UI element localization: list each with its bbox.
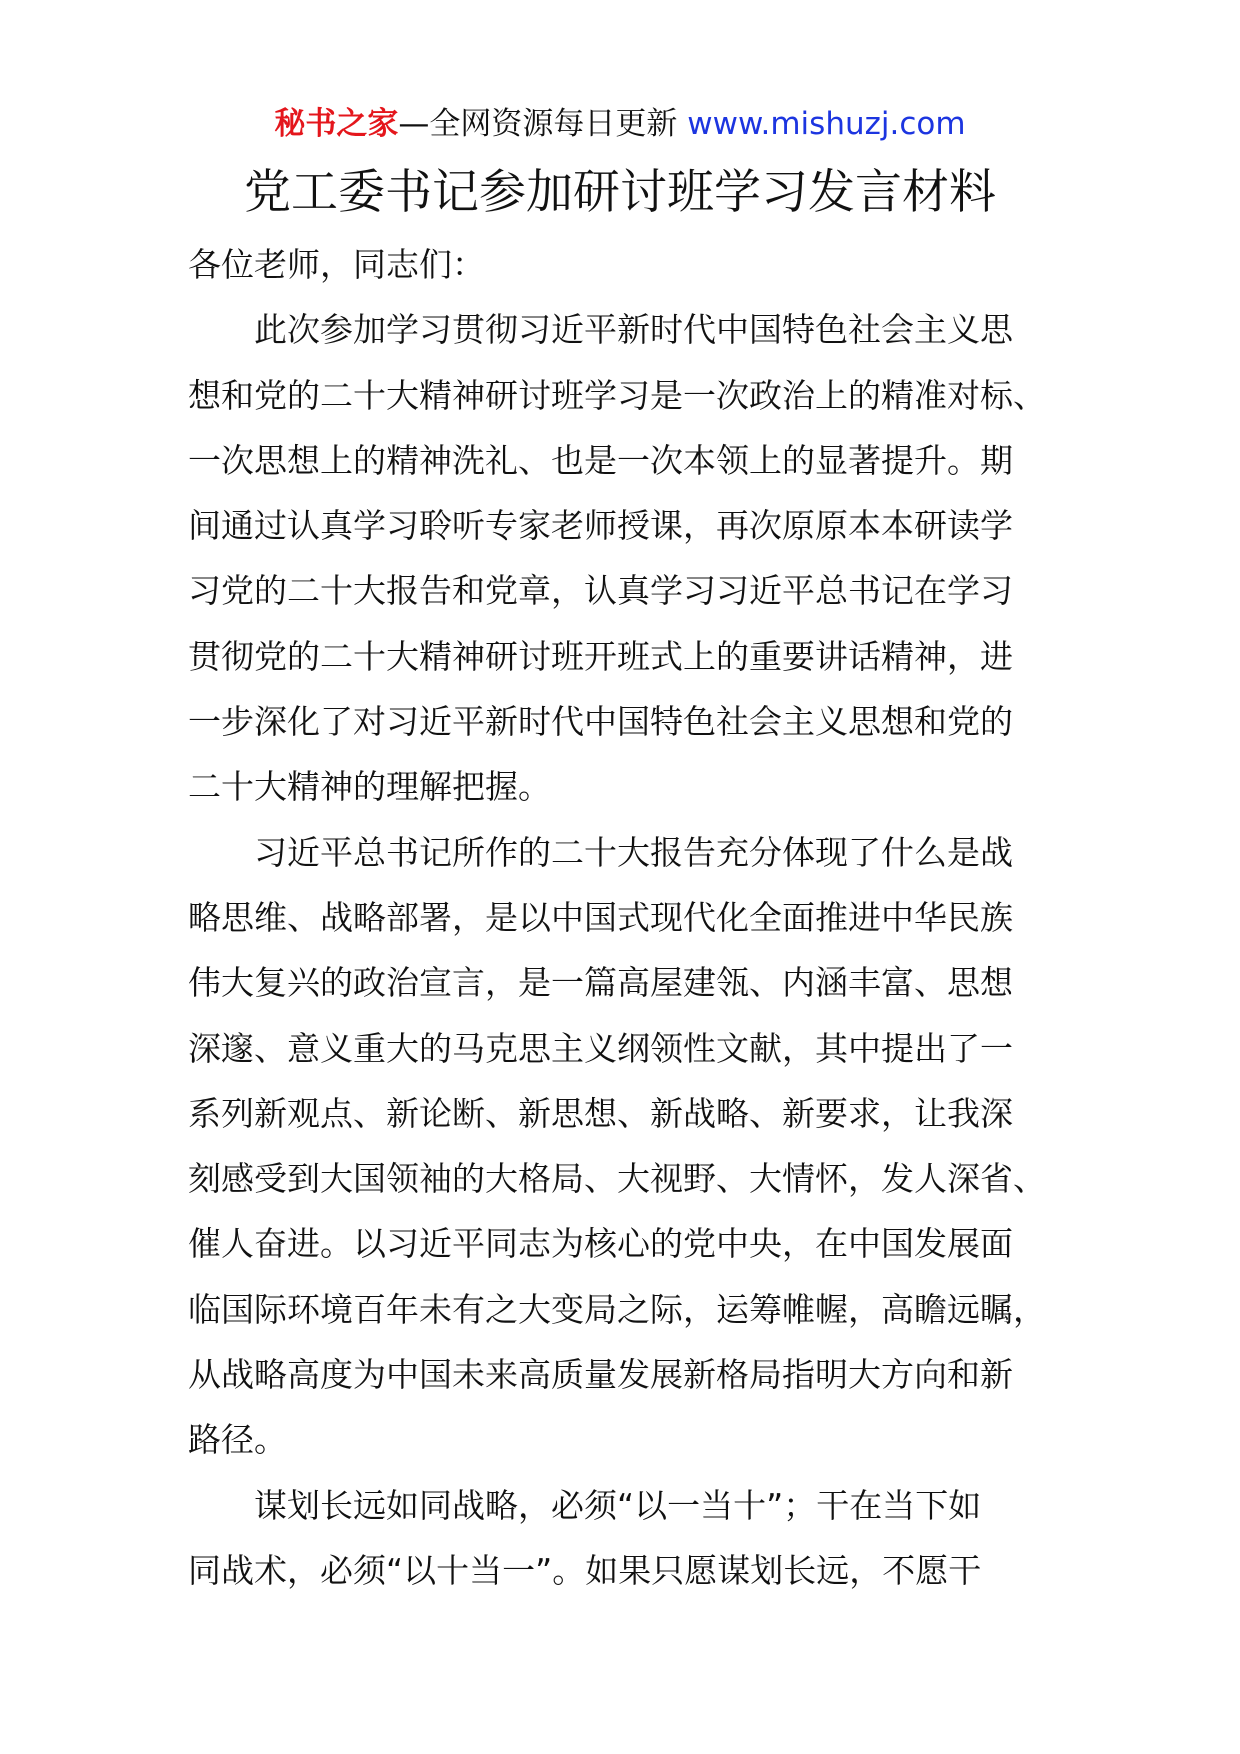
document-body [188, 232, 1068, 1603]
paragraph-2-line-6: 刻感受到大国领袖的大格局、大视野、大情怀，发人深省、 [188, 1159, 1046, 1199]
paragraph-2-line-1: 习近平总书记所作的二十大报告充分体现了什么是战 [254, 832, 1013, 872]
watermark-brand: 秘书之家 [274, 106, 399, 142]
paragraph-1-line-8: 二十大精神的理解把握。 [188, 767, 551, 807]
paragraph-2-line-9: 从战略高度为中国未来高质量发展新格局指明大方向和新 [188, 1355, 1013, 1395]
paragraph-2-line-4: 深邃、意义重大的马克思主义纲领性文献，其中提出了一 [188, 1028, 1013, 1068]
document-title: 党工委书记参加研讨班学习发言材料 [244, 165, 996, 220]
paragraph-1-line-4: 间通过认真学习聆听专家老师授课，再次原原本本研读学 [188, 506, 1013, 546]
paragraph-1-line-2: 想和党的二十大精神研讨班学习是一次政治上的精准对标、 [188, 375, 1046, 415]
paragraph-2-line-10: 路径。 [188, 1420, 287, 1460]
paragraph-2-line-7: 催人奋进。以习近平同志为核心的党中央，在中国发展面 [188, 1224, 1013, 1264]
paragraph-2-line-2: 略思维、战略部署，是以中国式现代化全面推进中华民族 [188, 897, 1013, 937]
paragraph-1-line-7: 一步深化了对习近平新时代中国特色社会主义思想和党的 [188, 702, 1013, 742]
salutation-line: 各位老师，同志们： [188, 245, 485, 284]
paragraph-1-line-6: 贯彻党的二十大精神研讨班开班式上的重要讲话精神，进 [188, 636, 1013, 676]
paragraph-1-line-1: 此次参加学习贯彻习近平新时代中国特色社会主义思 [254, 310, 1013, 350]
watermark-slogan: —全网资源每日更新 [398, 106, 678, 142]
paragraph-2-line-8: 临国际环境百年未有之大变局之际，运筹帷幄，高瞻远瞩， [188, 1289, 1046, 1329]
paragraph-2-line-3: 伟大复兴的政治宣言，是一篇高屋建瓴、内涵丰富、思想 [188, 963, 1013, 1003]
watermark-url: www.mishuzj.com [687, 106, 966, 142]
paragraph-3-line-1: 谋划长远如同战略，必须“以一当十”；干在当下如 [254, 1485, 982, 1525]
paragraph-1-line-3: 一次思想上的精神洗礼、也是一次本领上的显著提升。期 [188, 440, 1013, 480]
watermark-header [0, 104, 1240, 144]
paragraph-1-line-5: 习党的二十大报告和党章，认真学习习近平总书记在学习 [188, 571, 1013, 611]
paragraph-2-line-5: 系列新观点、新论断、新思想、新战略、新要求，让我深 [188, 1093, 1013, 1133]
paragraph-3-line-2: 同战术，必须“以十当一”。如果只愿谋划长远，不愿干 [188, 1550, 982, 1590]
